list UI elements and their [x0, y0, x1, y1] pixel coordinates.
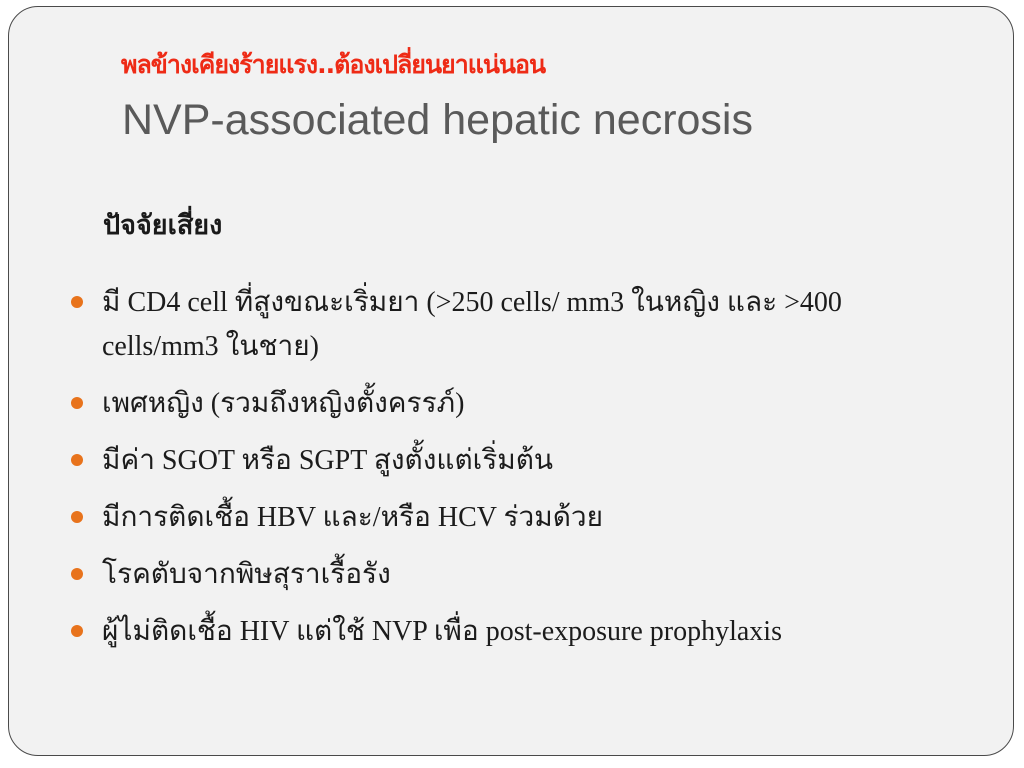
bullet-item-cd4 — [71, 281, 951, 369]
bullet-text: มีการติดเชื้อ HBV และ/หรือ HCV ร่วมด้วย — [102, 502, 604, 533]
bullet-dot-icon — [71, 397, 83, 409]
bullet-dot-icon — [71, 625, 83, 637]
bullet-item-pep — [71, 610, 951, 654]
bullet-item-hbv-hcv — [71, 496, 951, 540]
bullet-text: เพศหญิง (รวมถึงหญิงตั้งครรภ์) — [102, 388, 465, 419]
bullet-list — [71, 281, 951, 667]
risk-factors-heading: ปัจจัยเสี่ยง — [103, 210, 223, 241]
bullet-item-sgot-sgpt — [71, 439, 951, 483]
bullet-text: ผู้ไม่ติดเชื้อ HIV แต่ใช้ NVP เพื่อ post-exposure prophylaxis — [102, 616, 782, 647]
bullet-dot-icon — [71, 296, 83, 308]
bullet-text: มี CD4 cell ที่สูงขณะเริ่มยา (>250 cells/ mm3 ในหญิง และ >400 cells/mm3 ในชาย) — [102, 287, 842, 362]
bullet-item-female — [71, 382, 951, 426]
bullet-dot-icon — [71, 454, 83, 466]
bullet-text: มีค่า SGOT หรือ SGPT สูงตั้งแต่เริ่มต้น — [102, 445, 554, 476]
slide-frame — [8, 6, 1014, 756]
bullet-dot-icon — [71, 511, 83, 523]
bullet-dot-icon — [71, 568, 83, 580]
thai-title: พลข้างเคียงร้ายแรง..ต้องเปลี่ยนยาแน่นอน — [121, 50, 546, 79]
bullet-item-alcoholic-liver — [71, 553, 951, 597]
slide-title: NVP-associated hepatic necrosis — [122, 96, 753, 144]
bullet-text: โรคตับจากพิษสุราเรื้อรัง — [102, 559, 391, 590]
